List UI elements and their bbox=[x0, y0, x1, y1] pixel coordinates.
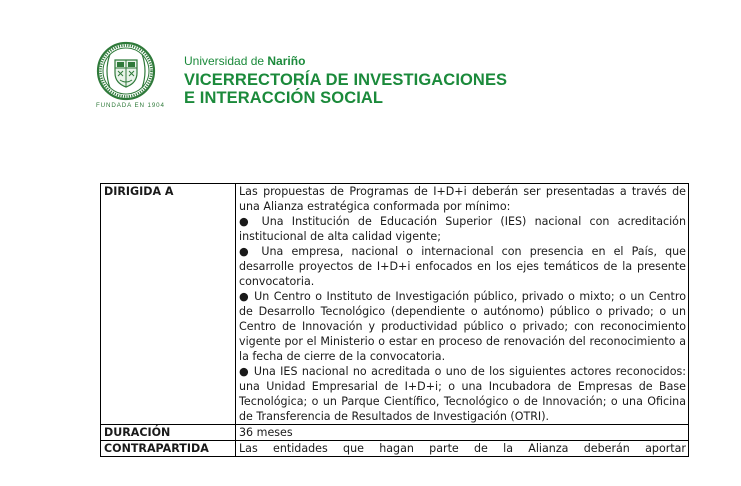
letterhead bbox=[96, 40, 696, 116]
list-item: ● Una Institución de Educación Superior (IES) nacional con acreditación institucional de alta calidad vigente; bbox=[239, 215, 686, 243]
office-title-line1: VICERRECTORÍA DE INVESTIGACIONES bbox=[184, 71, 508, 89]
office-title bbox=[184, 71, 507, 107]
list-item: ● Un Centro o Instituto de Investigación público, privado o mixto; o un Centro de Desarrollo Tecnológico (dependiente o autónomo) público o privado; o un Centro de Innovación y productividad público o privado; con reconocimiento vigente por el Ministerio o estar en proceso de renovación del reconocimiento a la fecha de cierre de la convocatoria. bbox=[239, 290, 686, 363]
call-details-table bbox=[100, 183, 689, 457]
office-title-line2: E INTERACCIÓN SOCIAL bbox=[184, 89, 384, 107]
list-item: ● Una IES nacional no acreditada o uno de los siguientes actores reconocidos: una Unidad Empresarial de I+D+i; o una Incubadora de Empresas de Base Tecnológica; o un Parque Científico, Tecnológico o de Innovación; o una Oficina de Transferencia de Resultados de Investigación (OTRI). bbox=[239, 365, 686, 423]
table-row bbox=[101, 184, 689, 425]
university-name: Universidad de Nariño bbox=[184, 54, 306, 68]
row-content: 36 meses bbox=[236, 425, 689, 441]
list-item: ● Una empresa, nacional o internacional con presencia en el País, que desarrolle proyectos de I+D+i enfocados en los ejes temáticos de la presente convocatoria. bbox=[239, 245, 686, 288]
row-label: DURACIÓN bbox=[101, 425, 236, 441]
row-label: CONTRAPARTIDA bbox=[101, 441, 236, 457]
row-label: DIRIGIDA A bbox=[101, 184, 236, 425]
founded-text: FUNDADA EN 1904 bbox=[96, 102, 165, 109]
table-row bbox=[101, 441, 689, 457]
table-row bbox=[101, 425, 689, 441]
intro-text: Las propuestas de Programas de I+D+i deberán ser presentadas a través de una Alianza estratégica conformada por mínimo: bbox=[239, 185, 686, 213]
university-seal-icon bbox=[96, 40, 176, 104]
row-content bbox=[236, 184, 689, 425]
row-content: Las entidades que hagan parte de la Alianza deberán aportar bbox=[236, 441, 689, 457]
